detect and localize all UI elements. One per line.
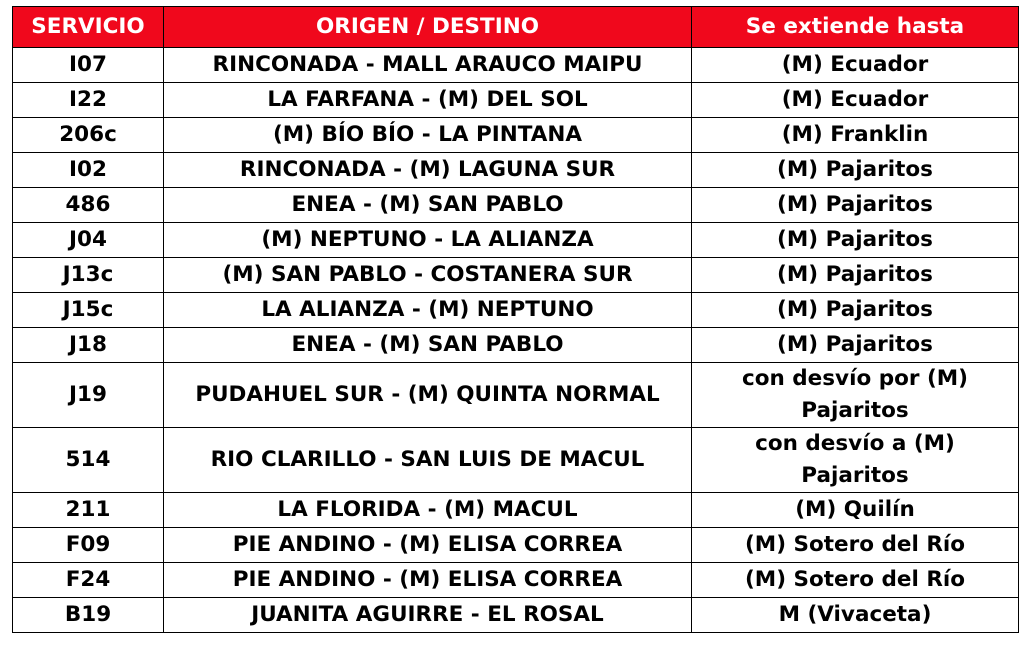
header-extiende: Se extiende hasta [692, 7, 1019, 48]
extiende-cell: (M) Sotero del Río [692, 563, 1019, 598]
servicio-cell: J04 [13, 223, 164, 258]
origen-destino-cell: JUANITA AGUIRRE - EL ROSAL [164, 598, 692, 633]
table-row [13, 83, 1019, 118]
servicio-cell: 514 [13, 428, 164, 493]
extiende-cell: con desvío a (M) Pajaritos [692, 428, 1019, 493]
servicio-cell: I07 [13, 48, 164, 83]
table-row [13, 328, 1019, 363]
extiende-cell: (M) Pajaritos [692, 153, 1019, 188]
origen-destino-cell: ENEA - (M) SAN PABLO [164, 188, 692, 223]
table-row [13, 48, 1019, 83]
servicio-cell: J18 [13, 328, 164, 363]
servicio-cell: J13c [13, 258, 164, 293]
table-row [13, 118, 1019, 153]
table-row [13, 153, 1019, 188]
table-row [13, 528, 1019, 563]
servicio-cell: 206c [13, 118, 164, 153]
extiende-cell: (M) Pajaritos [692, 258, 1019, 293]
table-row [13, 258, 1019, 293]
table-row [13, 598, 1019, 633]
extiende-cell: (M) Ecuador [692, 48, 1019, 83]
table-row [13, 223, 1019, 258]
services-table [12, 6, 1019, 633]
extiende-cell: (M) Pajaritos [692, 188, 1019, 223]
header-row [13, 7, 1019, 48]
origen-destino-cell: LA FLORIDA - (M) MACUL [164, 493, 692, 528]
extiende-cell: (M) Pajaritos [692, 223, 1019, 258]
extiende-cell: (M) Franklin [692, 118, 1019, 153]
origen-destino-cell: (M) BÍO BÍO - LA PINTANA [164, 118, 692, 153]
extiende-cell: (M) Pajaritos [692, 328, 1019, 363]
servicio-cell: I22 [13, 83, 164, 118]
extiende-cell: con desvío por (M) Pajaritos [692, 363, 1019, 428]
table-row [13, 363, 1019, 428]
servicio-cell: J19 [13, 363, 164, 428]
servicio-cell: 486 [13, 188, 164, 223]
origen-destino-cell: PIE ANDINO - (M) ELISA CORREA [164, 563, 692, 598]
extiende-cell: (M) Ecuador [692, 83, 1019, 118]
origen-destino-cell: RIO CLARILLO - SAN LUIS DE MACUL [164, 428, 692, 493]
servicio-cell: F09 [13, 528, 164, 563]
origen-destino-cell: PUDAHUEL SUR - (M) QUINTA NORMAL [164, 363, 692, 428]
servicio-cell: F24 [13, 563, 164, 598]
table-row [13, 293, 1019, 328]
table-row [13, 188, 1019, 223]
extiende-cell: (M) Sotero del Río [692, 528, 1019, 563]
table-row [13, 563, 1019, 598]
origen-destino-cell: (M) SAN PABLO - COSTANERA SUR [164, 258, 692, 293]
servicio-cell: J15c [13, 293, 164, 328]
origen-destino-cell: RINCONADA - MALL ARAUCO MAIPU [164, 48, 692, 83]
origen-destino-cell: LA FARFANA - (M) DEL SOL [164, 83, 692, 118]
servicio-cell: 211 [13, 493, 164, 528]
servicio-cell: I02 [13, 153, 164, 188]
header-servicio: SERVICIO [13, 7, 164, 48]
origen-destino-cell: PIE ANDINO - (M) ELISA CORREA [164, 528, 692, 563]
servicio-cell: B19 [13, 598, 164, 633]
extiende-cell: (M) Pajaritos [692, 293, 1019, 328]
table-row [13, 428, 1019, 493]
origen-destino-cell: RINCONADA - (M) LAGUNA SUR [164, 153, 692, 188]
table-body [13, 48, 1019, 633]
extiende-cell: M (Vivaceta) [692, 598, 1019, 633]
extiende-cell: (M) Quilín [692, 493, 1019, 528]
origen-destino-cell: LA ALIANZA - (M) NEPTUNO [164, 293, 692, 328]
origen-destino-cell: ENEA - (M) SAN PABLO [164, 328, 692, 363]
origen-destino-cell: (M) NEPTUNO - LA ALIANZA [164, 223, 692, 258]
header-origen-destino: ORIGEN / DESTINO [164, 7, 692, 48]
table-row [13, 493, 1019, 528]
